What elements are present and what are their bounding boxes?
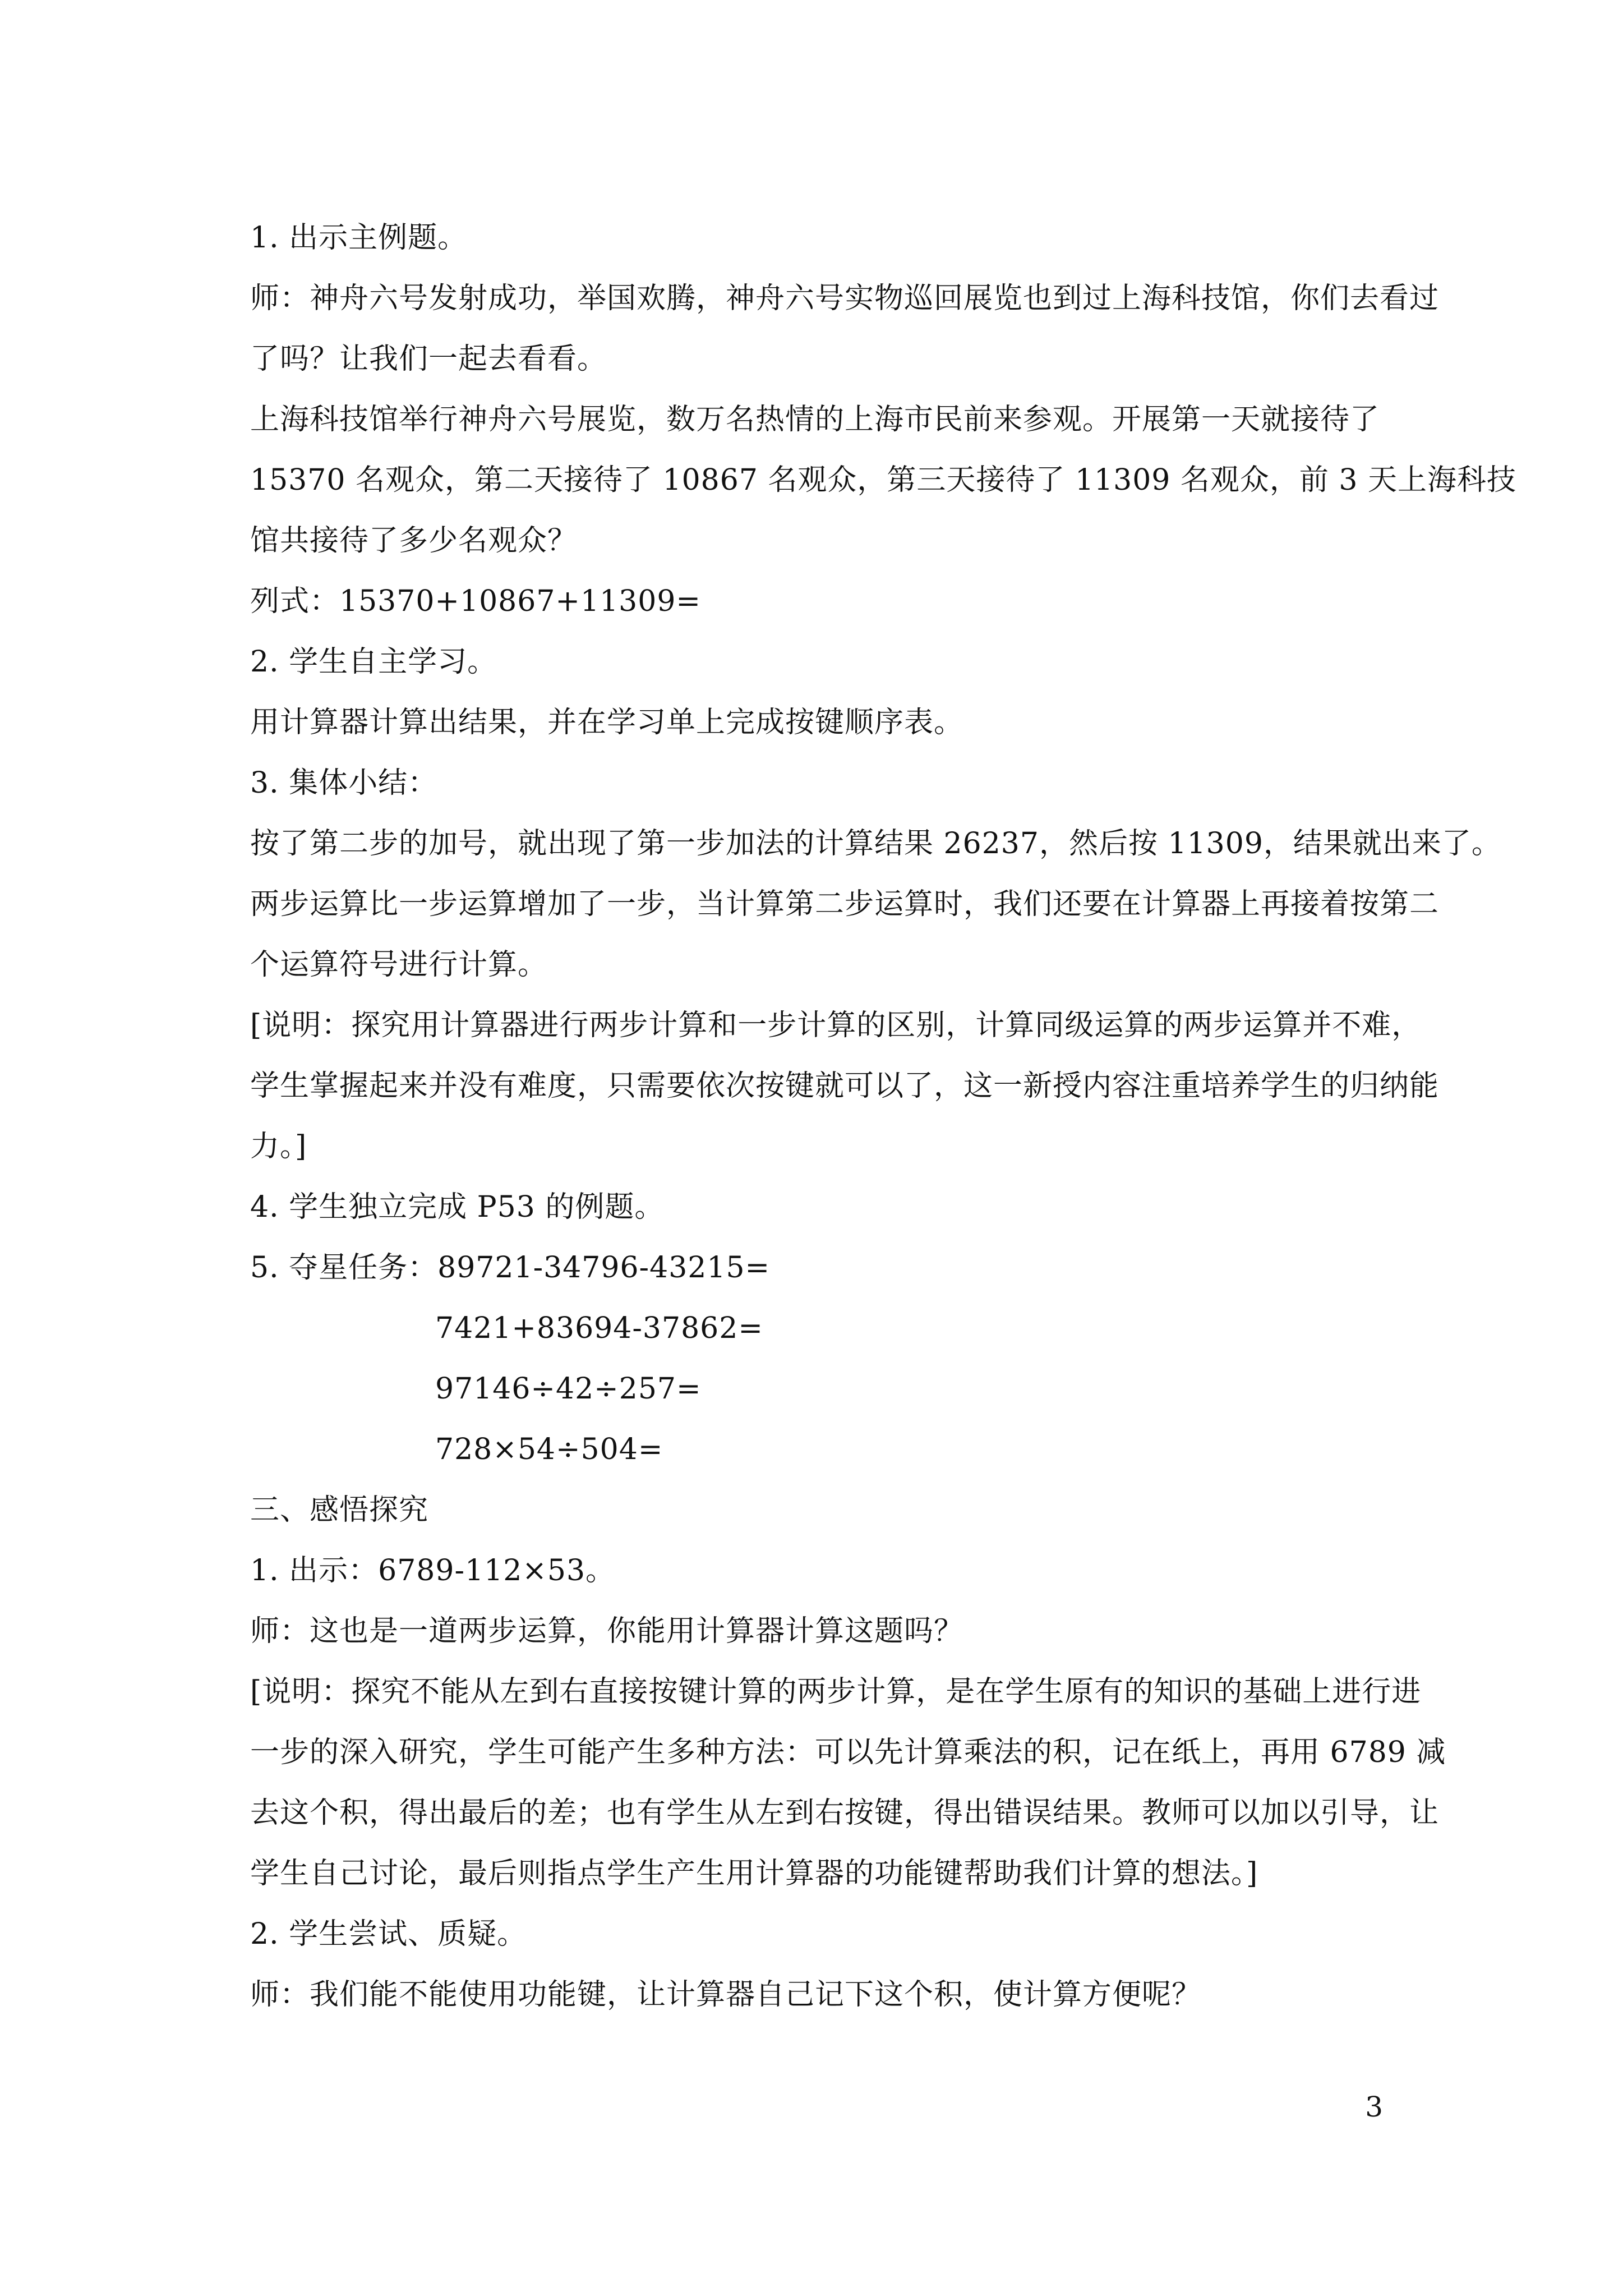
paragraph-line: 师：这也是一道两步运算，你能用计算器计算这题吗？ <box>250 1614 964 1648</box>
paragraph-line: 1. 出示：6789-112×53。 <box>250 1554 616 1588</box>
paragraph-line: 按了第二步的加号，就出现了第一步加法的计算结果 26237，然后按 11309，结果就出来了。 <box>250 827 1501 861</box>
paragraph-line: 3. 集体小结： <box>250 766 438 800</box>
paragraph-line: 15370 名观众，第二天接待了 10867 名观众，第三天接待了 11309 名观众，前 3 天上海科技 <box>250 463 1517 497</box>
paragraph-line: 了吗？让我们一起去看看。 <box>250 342 607 376</box>
equation-line: 728×54÷504= <box>435 1433 663 1466</box>
paragraph-line: [说明：探究不能从左到右直接按键计算的两步计算，是在学生原有的知识的基础上进行进 <box>250 1675 1422 1709</box>
paragraph-line: 一步的深入研究，学生可能产生多种方法：可以先计算乘法的积，记在纸上，再用 6789 减 <box>250 1736 1446 1769</box>
section-heading: 三、感悟探究 <box>250 1493 429 1527</box>
equation-line: 97146÷42÷257= <box>435 1372 702 1406</box>
document-body <box>250 208 1517 2025</box>
paragraph-line: 列式：15370+10867+11309= <box>250 585 701 618</box>
paragraph-line: 2. 学生尝试、质疑。 <box>250 1917 527 1951</box>
paragraph-line: 个运算符号进行计算。 <box>250 948 548 982</box>
paragraph-line: 1. 出示主例题。 <box>250 221 468 255</box>
paragraph-line: 上海科技馆举行神舟六号展览，数万名热情的上海市民前来参观。开展第一天就接待了 <box>250 403 1380 436</box>
paragraph-line: [说明：探究用计算器进行两步计算和一步计算的区别，计算同级运算的两步运算并不难， <box>250 1009 1422 1042</box>
paragraph-line: 2. 学生自主学习。 <box>250 645 497 679</box>
paragraph-line: 4. 学生独立完成 P53 的例题。 <box>250 1190 665 1224</box>
paragraph-line: 去这个积，得出最后的差；也有学生从左到右按键，得出错误结果。教师可以加以引导，让 <box>250 1796 1440 1830</box>
paragraph-line: 力。] <box>250 1130 307 1163</box>
paragraph-line: 5. 夺星任务：89721-34796-43215= <box>250 1251 771 1285</box>
paragraph-line: 学生掌握起来并没有难度，只需要依次按键就可以了，这一新授内容注重培养学生的归纳能 <box>250 1069 1440 1103</box>
page-number: 3 <box>1365 2091 1383 2123</box>
paragraph-line: 馆共接待了多少名观众？ <box>250 524 578 558</box>
paragraph-line: 用计算器计算出结果，并在学习单上完成按键顺序表。 <box>250 706 964 739</box>
paragraph-line: 两步运算比一步运算增加了一步，当计算第二步运算时，我们还要在计算器上再接着按第二 <box>250 887 1440 921</box>
paragraph-line: 师：我们能不能使用功能键，让计算器自己记下这个积，使计算方便呢？ <box>250 1978 1202 2012</box>
paragraph-line: 学生自己讨论，最后则指点学生产生用计算器的功能键帮助我们计算的想法。] <box>250 1857 1258 1890</box>
equation-line: 7421+83694-37862= <box>435 1312 763 1345</box>
paragraph-line: 师：神舟六号发射成功，举国欢腾，神舟六号实物巡回展览也到过上海科技馆，你们去看过 <box>250 282 1440 315</box>
